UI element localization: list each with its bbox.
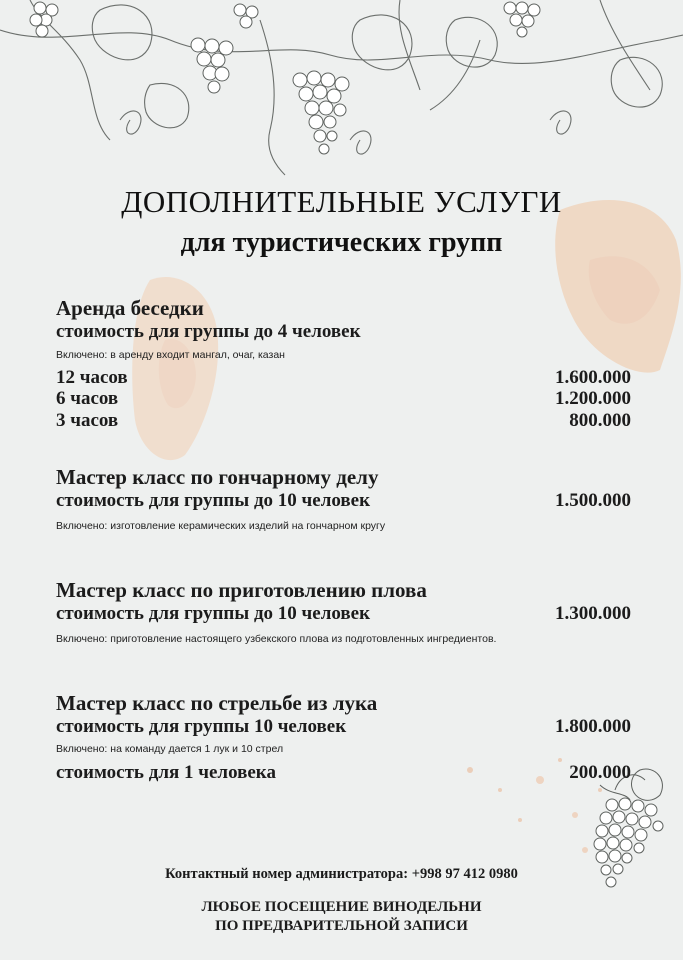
option-label: 6 часов (56, 388, 119, 409)
option-row (56, 410, 631, 432)
price-label: стоимость для группы 10 человек (56, 716, 347, 737)
price-label: стоимость для группы до 10 человек (56, 490, 371, 511)
footer-note (0, 898, 683, 936)
footer-line: ПО ПРЕДВАРИТЕЛЬНОЙ ЗАПИСИ (215, 918, 468, 934)
price-row-single (56, 762, 631, 784)
section-title-pottery: Мастер класс по гончарному делу (56, 465, 379, 489)
option-row (56, 367, 631, 389)
page-subtitle: для туристических групп (180, 227, 503, 258)
option-row (56, 388, 631, 410)
option-price: 1.600.000 (555, 367, 631, 388)
option-price: 800.000 (569, 410, 631, 431)
included-note: Включено: приготовление настоящего узбекского плова из подготовленных ингредиентов. (56, 633, 497, 645)
price-label: стоимость для группы до 4 человек (56, 321, 361, 342)
contact-phone: Контактный номер администратора: +998 97 412 0980 (165, 866, 518, 882)
section-title-plov: Мастер класс по приготовлению плова (56, 578, 427, 602)
price-label: стоимость для 1 человека (56, 762, 276, 783)
page-title: ДОПОЛНИТЕЛЬНЫЕ УСЛУГИ (121, 184, 562, 219)
included-note: Включено: в аренду входит мангал, очаг, казан (56, 349, 285, 361)
price-row (56, 603, 631, 625)
price-row (56, 321, 631, 343)
price-row (56, 716, 631, 738)
section-title-gazebo: Аренда беседки (56, 296, 204, 320)
price-value: 200.000 (569, 762, 631, 783)
option-label: 12 часов (56, 367, 128, 388)
section-title-archery: Мастер класс по стрельбе из лука (56, 691, 378, 715)
price-value: 1.800.000 (555, 716, 631, 737)
footer-line: ЛЮБОЕ ПОСЕЩЕНИЕ ВИНОДЕЛЬНИ (201, 899, 482, 915)
price-value: 1.500.000 (555, 490, 631, 511)
price-label: стоимость для группы до 10 человек (56, 603, 371, 624)
included-note: Включено: изготовление керамических изделий на гончарном кругу (56, 520, 386, 532)
price-value: 1.300.000 (555, 603, 631, 624)
price-row (56, 490, 631, 512)
option-price: 1.200.000 (555, 388, 631, 409)
option-label: 3 часов (56, 410, 119, 431)
included-note: Включено: на команду дается 1 лук и 10 стрел (56, 743, 284, 755)
